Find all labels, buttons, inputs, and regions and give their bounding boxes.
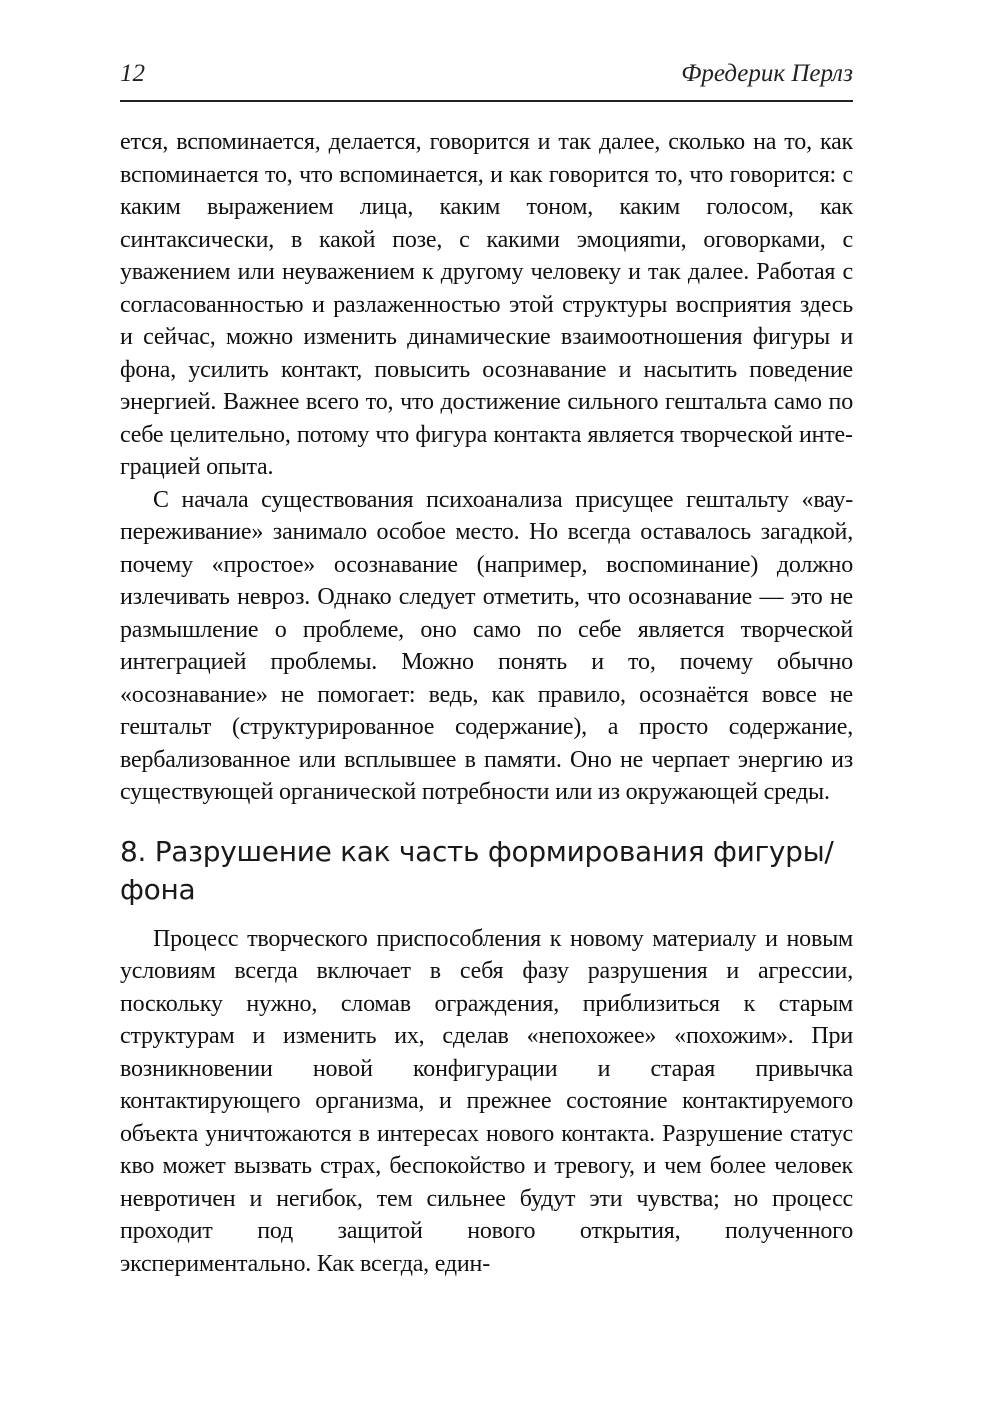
- paragraph-1: ется, вспоминается, делается, говорится и так далее, сколько на то, как вспоминается то, что вспоминается, и как говорится то, что говорится: с каким выражением лица, каким тоном, каким голосом, как синтаксически, в какой позе, с какими эмоцияmи, оговорками, с уважением или неуважением к другому человеку и так далее. Работая с согласованностью и разлаженностью этой структуры восприятия здесь и сейчас, можно изменить динамические взаимоотношения фигуры и фона, усилить контакт, повысить осознавание и насытить поведение энергией. Важнее всего то, что достижение сильного гештальта само по себе целительно, потому что фигура контакта является творческой интеграцией опыта.: [120, 129, 853, 480]
- section-heading: 8. Разрушение как часть формирования фигуры/фона: [120, 834, 834, 906]
- page-content: [120, 126, 853, 1280]
- running-head-author: Фредерик Перлз: [681, 60, 853, 87]
- running-head: [120, 60, 853, 102]
- page-number: 12: [120, 60, 145, 87]
- paragraph-3: Процесс творческого приспособления к новому материалу и новым условиям всегда включает в себя фазу разрушения и агрессии, поскольку нужно, сломав ограждения, приблизиться к старым структурам и изменить их, сделав «непохожее» «похожим». При возникновении новой конфигурации и старая привычка контактирующего организма, и прежнее состояние контактируемого объекта уничтожаются в интересах нового контакта. Разрушение статус кво может вызвать страх, беспокойство и тревогу, и чем более человек невротичен и негибок, тем сильнее будут эти чувства; но процесс проходит под защитой нового открытия, полученного экспериментально. Как всегда, един-: [120, 925, 853, 1277]
- book-page: [120, 60, 853, 1390]
- paragraph-2: С начала существования психоанализа присущее гештальту «вау-переживание» занимало особое место. Но всегда оставалось загадкой, почему «простое» осознавание (например, воспоминание) должно излечивать невроз. Однако следует отметить, что осознавание — это не размышление о проблеме, оно само по себе является творческой интеграцией проблемы. Можно понять и то, почему обычно «осознавание» не помогает: ведь, как правило, осознаётся вовсе не гештальт (структурированное содержание), а просто содержание, вербализованное или всплывшее в памяти. Оно не черпает энергию из существующей органической потребности или из окружающей среды.: [120, 486, 853, 805]
